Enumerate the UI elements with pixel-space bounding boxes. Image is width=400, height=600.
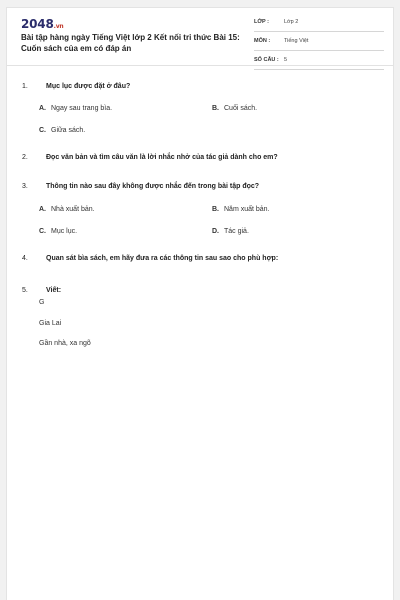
meta-grade-value: Lớp 2 (284, 19, 299, 25)
q3-option-a[interactable] (39, 206, 95, 213)
option-letter: A. (39, 206, 46, 213)
question-number: 2. (22, 154, 28, 161)
option-text: Cuối sách. (224, 105, 258, 112)
question-number: 4. (22, 255, 28, 262)
option-text: Mục lục. (51, 228, 78, 235)
meta-grade (254, 17, 384, 32)
question-text: Thông tin nào sau đây không được nhắc đến trong bài tập đọc? (46, 183, 260, 190)
question-number: 5. (22, 287, 28, 294)
worksheet-header (7, 8, 393, 66)
site-logo[interactable] (21, 17, 63, 31)
meta-count-value: 5 (284, 57, 288, 63)
question-text: Mục lục được đặt ở đâu? (46, 83, 131, 90)
meta-subject-value: Tiếng Việt (284, 38, 309, 44)
option-letter: C. (39, 228, 46, 235)
q5-line-1: G (39, 299, 45, 306)
question-number: 1. (22, 83, 28, 90)
question-text: Quan sát bìa sách, em hãy đưa ra các thông tin sau sao cho phù hợp: (46, 255, 279, 262)
meta-count (254, 55, 384, 70)
worksheet-title: Bài tập hàng ngày Tiếng Việt lớp 2 Kết nối tri thức Bài 15: Cuốn sách của em có đáp án (21, 33, 240, 53)
meta-subject-label: MÔN : (254, 38, 271, 44)
q5-line-2: Gia Lai (39, 320, 62, 327)
option-letter: B. (212, 105, 219, 112)
q3-option-d[interactable] (212, 228, 249, 235)
worksheet-meta (254, 17, 384, 74)
meta-subject (254, 36, 384, 51)
logo-number: 2048 (21, 17, 54, 31)
q5-line-3: Gần nhà, xa ngõ (39, 340, 91, 347)
question-text: Đọc văn bản và tìm câu văn là lời nhắc nhở của tác giả dành cho em? (46, 154, 278, 161)
option-letter: C. (39, 127, 46, 134)
q3-option-b[interactable] (212, 206, 270, 213)
logo-domain: .vn (53, 23, 64, 30)
q1-option-a[interactable] (39, 105, 112, 112)
option-text: Ngay sau trang bìa. (51, 105, 113, 112)
option-letter: A. (39, 105, 46, 112)
q1-option-c[interactable] (39, 127, 85, 134)
option-letter: B. (212, 206, 219, 213)
meta-grade-label: LỚP : (254, 19, 269, 25)
question-text: Viết: (46, 287, 62, 294)
option-text: Nhà xuất bản. (51, 206, 95, 213)
option-text: Giữa sách. (51, 127, 86, 134)
option-letter: D. (212, 228, 219, 235)
meta-count-label: SỐ CÂU : (254, 57, 279, 63)
option-text: Tác giả. (224, 228, 249, 235)
worksheet (6, 7, 394, 600)
question-number: 3. (22, 183, 28, 190)
option-text: Năm xuất bản. (224, 206, 270, 213)
q3-option-c[interactable] (39, 228, 77, 235)
q1-option-b[interactable] (212, 105, 257, 112)
